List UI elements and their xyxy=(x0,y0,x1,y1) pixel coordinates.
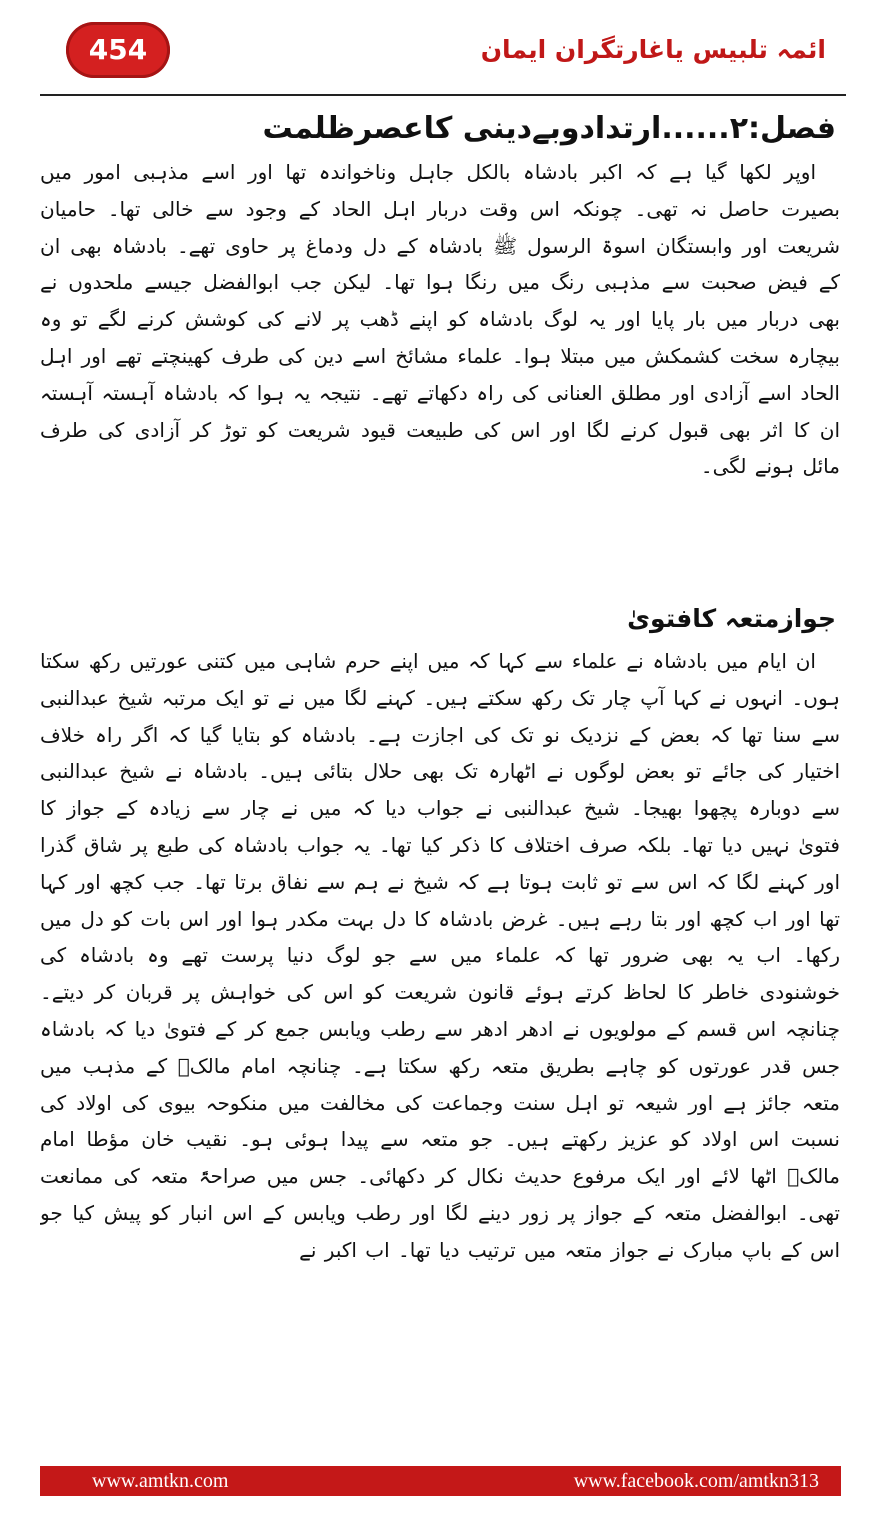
page-header xyxy=(40,20,846,96)
page-content xyxy=(40,104,840,1417)
section-paragraph: ان ایام میں بادشاہ نے علماء سے کہا کہ میں اپنے حرم شاہی میں کتنی عورتیں رکھ سکتا ہوں۔ انہوں نے کہا آپ چار تک رکھ سکتے ہیں۔ کہنے لگا میں نے تو ایک مرتبہ شیخ عبدالنبی سے سنا تھا کہ بعض کے نزدیک نو تک کی اجازت ہے۔ بادشاہ کو بتایا گیا کہ اگر راہ خلاف اختیار کی جائے تو بعض لوگوں نے اٹھارہ تک بھی حلال بتائی ہیں۔ بادشاہ نے شیخ عبدالنبی سے دوبارہ پچھوا بھیجا۔ شیخ عبدالنبی نے جواب دیا کہ میں نے چار سے زیادہ کے جواز کا فتویٰ نہیں دیا تھا۔ بلکہ صرف اختلاف کا ذکر کیا تھا۔ یہ جواب بادشاہ کی طبع پر شاق گذرا اور کہنے لگا کہ اس سے تو ثابت ہوتا ہے کہ شیخ نے ہم سے نفاق برتا تھا۔ جب کچھ اور کہا تھا اور اب کچھ اور بتا رہے ہیں۔ غرض بادشاہ کا دل بہت مکدر ہوا اور اس بات کو دل میں رکھا۔ اب یہ بھی ضرور تھا کہ علماء میں سے جو لوگ دنیا پرست تھے وہ بادشاہ کی خوشنودی خاطر کا لحاظ کرتے ہوئے قانون شریعت کو اس کی خواہش پر قربان کر دیتے۔ چنانچہ اس قسم کے مولویوں نے ادھر ادھر سے رطب ویابس جمع کر کے فتویٰ دیا کہ بادشاہ جس قدر عورتوں کو چاہے بطریق متعہ رکھ سکتا ہے۔ چنانچہ امام مالکؒ کے مذہب میں متعہ جائز ہے اور شیعہ تو اہل سنت وجماعت کی مخالفت میں منکوحہ بیوی کی اولاد کی نسبت اس اولاد کو عزیز رکھتے ہیں۔ جو متعہ سے پیدا ہوئی ہو۔ نقیب خان مؤطا امام مالکؒ اٹھا لائے اور ایک مرفوع حدیث نکال کر دکھائی۔ جس میں صراحۃً متعہ کی ممانعت تھی۔ ابوالفضل متعہ کے جواز پر زور دینے لگا اور رطب ویابس کے اس انبار کو پیش کیا جو اس کے باپ مبارک نے جواز متعہ میں ترتیب دیا تھا۔ اب اکبر نے xyxy=(40,649,840,1262)
section-heading: جوازمتعہ کافتویٰ xyxy=(627,604,836,633)
footer-bar xyxy=(40,1466,841,1496)
chapter-heading: فصل:۲......ارتدادوبےدینی کاعصرظلمت xyxy=(262,111,836,146)
facebook-link[interactable]: www.facebook.com/amtkn313 xyxy=(573,1470,819,1492)
page-number-badge: 454 xyxy=(66,22,170,78)
header-divider xyxy=(40,94,846,96)
website-link[interactable]: www.amtkn.com xyxy=(92,1470,229,1492)
book-title: ائمہ تلبیس یاغارتگران ایمان xyxy=(480,35,826,64)
chapter-paragraph: اوپر لکھا گیا ہے کہ اکبر بادشاہ بالکل جاہل وناخواندہ تھا اور اسے مذہبی امور میں بصیرت حاصل نہ تھی۔ چونکہ اس وقت دربار اہل الحاد کے وجود سے خالی تھا۔ حامیان شریعت اور وابستگان اسوۃ الرسول ﷺ بادشاہ کے دل ودماغ پر حاوی تھے۔ بادشاہ بھی ان کے فیض صحبت سے مذہبی رنگ میں رنگا ہوا تھا۔ لیکن جب ابوالفضل جیسے ملحدوں نے بھی دربار میں بار پایا اور یہ لوگ بادشاہ کو اپنے ڈھب پر لانے کی کوشش کرنے لگے تو وہ بیچارہ سخت کشمکش میں مبتلا ہوا۔ علماء مشائخ اسے دین کی طرف کھینچتے تھے اور اہل الحاد اسے آزادی اور مطلق العنانی کی راہ دکھاتے تھے۔ نتیجہ یہ ہوا کہ بادشاہ آہستہ آہستہ ان کا اثر بھی قبول کرنے لگا اور اس کی طبیعت قیود شریعت کو توڑ کر آزادی کی طرف مائل ہونے لگی۔ xyxy=(40,160,840,479)
